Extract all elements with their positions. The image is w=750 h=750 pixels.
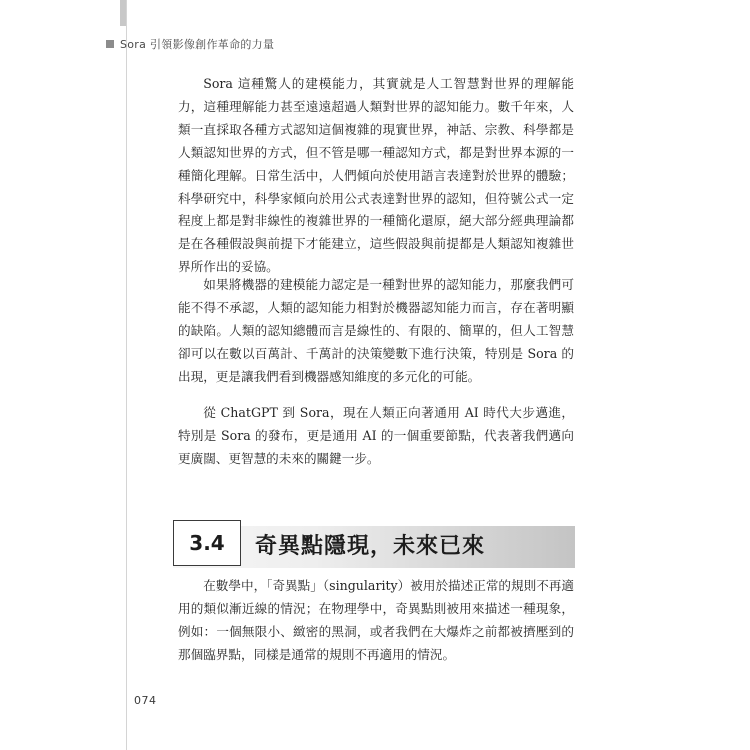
margin-rule-thin [126, 0, 127, 750]
section-number: 3.4 [173, 520, 241, 566]
section-paragraph-1 [178, 575, 574, 667]
paragraph-1 [178, 73, 574, 279]
paragraph-text: 在數學中，「奇異點」（singularity）被用於描述正常的規則不再適用的類似漸近線的情況；在物理學中，奇異點則被用來描述一種現象，例如：一個無限小、緻密的黑洞，或者我們在大爆炸之前都被擠壓到的那個臨界點，同樣是通常的規則不再適用的情況。 [178, 578, 574, 662]
section-title: 奇異點隱現，未來已來 [255, 534, 486, 559]
page-number: 074 [134, 694, 157, 707]
section-heading [173, 520, 575, 570]
paragraph-text: Sora 這種驚人的建模能力，其實就是人工智慧對世界的理解能力，這種理解能力甚至遠遠超過人類對世界的認知能力。數千年來，人類一直採取各種方式認知這個複雜的現實世界，神話、宗教、科學都是人類認知世界的方式，但不管是哪一種認知方式，都是對世界本源的一種簡化理解。日常生活中，人們傾向於使用語言表達對於世界的體驗；科學研究中，科學家傾向於用公式表達對世界的認知，但符號公式一定程度上都是對非線性的複雜世界的一種簡化還原，絕大部分經典理論都是在各種假設與前提下才能建立，這些假設與前提都是人類認知複雜世界所作出的妥協。 [178, 76, 574, 275]
running-head-text: Sora 引領影像創作革命的力量 [120, 38, 275, 51]
paragraph-3 [178, 402, 574, 471]
paragraph-2 [178, 274, 574, 389]
square-bullet-icon [106, 40, 114, 48]
paragraph-text: 如果將機器的建模能力認定是一種對世界的認知能力，那麼我們可能不得不承認，人類的認知能力相對於機器認知能力而言，存在著明顯的缺陷。人類的認知總體而言是線性的、有限的、簡單的，但人工智慧卻可以在數以百萬計、千萬計的決策變數下進行決策，特別是 Sora 的出現，更是讓我們看到機器感知維度的多元化的可能。 [178, 277, 574, 384]
paragraph-text: 從 ChatGPT 到 Sora，現在人類正向著通用 AI 時代大步邁進，特別是 Sora 的發布，更是通用 AI 的一個重要節點，代表著我們邁向更廣闊、更智慧的未來的關鍵一步。 [178, 405, 574, 466]
running-head [106, 36, 274, 52]
